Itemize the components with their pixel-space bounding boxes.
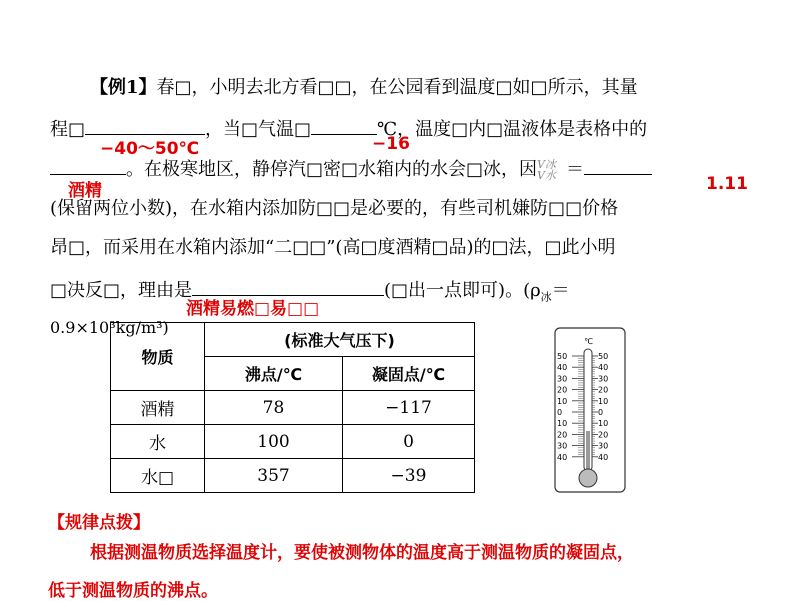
thermometer-tick-label-right: 40 <box>598 363 609 373</box>
table-row <box>111 391 475 425</box>
question-line-4 <box>50 197 618 221</box>
blank-ratio[interactable] <box>584 156 652 175</box>
question-text-4: (保留两位小数)，在水箱内添加防□□是必要的，有些司机嫌防□□价格 <box>50 198 619 219</box>
answer-range: −40～50℃ <box>100 139 200 159</box>
thermometer-tick-label-right: 20 <box>598 430 609 440</box>
thermometer-tick-label-left: 40 <box>557 452 568 462</box>
thermometer-tick-label-right: 10 <box>598 419 609 429</box>
header-group: (标准大气压下) <box>205 323 475 357</box>
question-line-5 <box>50 236 616 260</box>
thermometer-tick-label-right: 10 <box>598 396 609 406</box>
question-text-6b: (□出一点即可)。(ρ <box>384 280 541 301</box>
tip-title: 【规律点拨】 <box>48 513 150 533</box>
question-text-3b: ＝ <box>565 159 584 180</box>
rho-subscript: 冰 <box>540 290 552 304</box>
cell-freeze: −39 <box>343 459 475 493</box>
example-label: 【例1】 <box>90 77 157 98</box>
cell-boil: 78 <box>205 391 343 425</box>
blank-temp[interactable] <box>311 116 377 135</box>
blank-liquid[interactable] <box>50 156 126 175</box>
thermometer-tick-label-right: 50 <box>598 352 609 361</box>
thermometer-tick-label-right: 30 <box>598 441 609 451</box>
cell-boil: 100 <box>205 425 343 459</box>
thermometer-tick-label-left: 50 <box>557 352 568 361</box>
answer-ratio: 1.11 <box>706 174 748 194</box>
thermometer-tick-label-right: 30 <box>598 374 609 384</box>
thermometer-figure <box>554 327 626 493</box>
answer-liquid: 酒精 <box>68 181 102 201</box>
table-row <box>111 459 475 493</box>
thermometer-tick-label-left: 20 <box>557 430 568 440</box>
thermometer-tick-label-right: 40 <box>598 452 609 462</box>
tip-line-2: 低于测温物质的沸点。 <box>48 581 218 601</box>
question-text-3a: 。在极寒地区，静停汽□密□水箱内的水会□冰，因 <box>126 159 538 180</box>
header-freeze: 凝固点/℃ <box>343 357 475 391</box>
cell-boil: 357 <box>205 459 343 493</box>
question-text-1: 春□，小明去北方看□□，在公园看到温度□如□所示，其量 <box>156 77 638 98</box>
answer-reason: 酒精易燃□易□□ <box>186 299 320 319</box>
thermometer-tick-label-left: 10 <box>557 419 568 429</box>
thermometer-tick-label-left: 40 <box>557 363 568 373</box>
question-line-1 <box>50 76 638 100</box>
header-boil: 沸点/℃ <box>205 357 343 391</box>
properties-table <box>110 322 475 493</box>
question-text-2a: 程□ <box>50 119 86 140</box>
question-text-2c: ℃，温度□内□温液体是表格中的 <box>377 119 648 140</box>
thermometer-tick-label-left: 0 <box>557 408 563 417</box>
question-text-7: 0.9×10³kg/m³) <box>50 318 169 337</box>
thermometer-tick-label-left: 30 <box>557 374 568 384</box>
tip-line-1: 根据测温物质选择温度计，要使被测物体的温度高于测温物质的凝固点， <box>90 543 634 563</box>
question-line-3 <box>50 156 652 182</box>
cell-substance: 酒精 <box>111 391 205 425</box>
header-substance: 物质 <box>111 323 205 391</box>
cell-substance: 水 <box>111 425 205 459</box>
cell-freeze: −117 <box>343 391 475 425</box>
question-text-6c: ＝ <box>551 280 570 301</box>
answer-temp: −16 <box>372 134 410 154</box>
cell-freeze: 0 <box>343 425 475 459</box>
thermometer-unit: ℃ <box>584 337 593 346</box>
cell-substance: 水□ <box>111 459 205 493</box>
thermometer-tick-label-left: 10 <box>557 396 568 406</box>
thermometer-tick-label-right: 20 <box>598 385 609 395</box>
blank-range[interactable] <box>85 116 205 135</box>
thermometer-tick-label-right: 0 <box>598 408 604 417</box>
table-row <box>111 425 475 459</box>
thermometer-tick-label-left: 30 <box>557 441 568 451</box>
question-text-2b: ，当□气温□ <box>205 119 312 140</box>
thermometer-tick-label-left: 20 <box>557 385 568 395</box>
volume-ratio-fraction: V冰 V水 <box>537 158 556 182</box>
question-text-5: 昂□，而采用在水箱内添加“二□□”(高□度酒精□品)的□法，□此小明 <box>50 237 616 258</box>
question-text-6a: □决反□，理由是 <box>50 280 193 301</box>
